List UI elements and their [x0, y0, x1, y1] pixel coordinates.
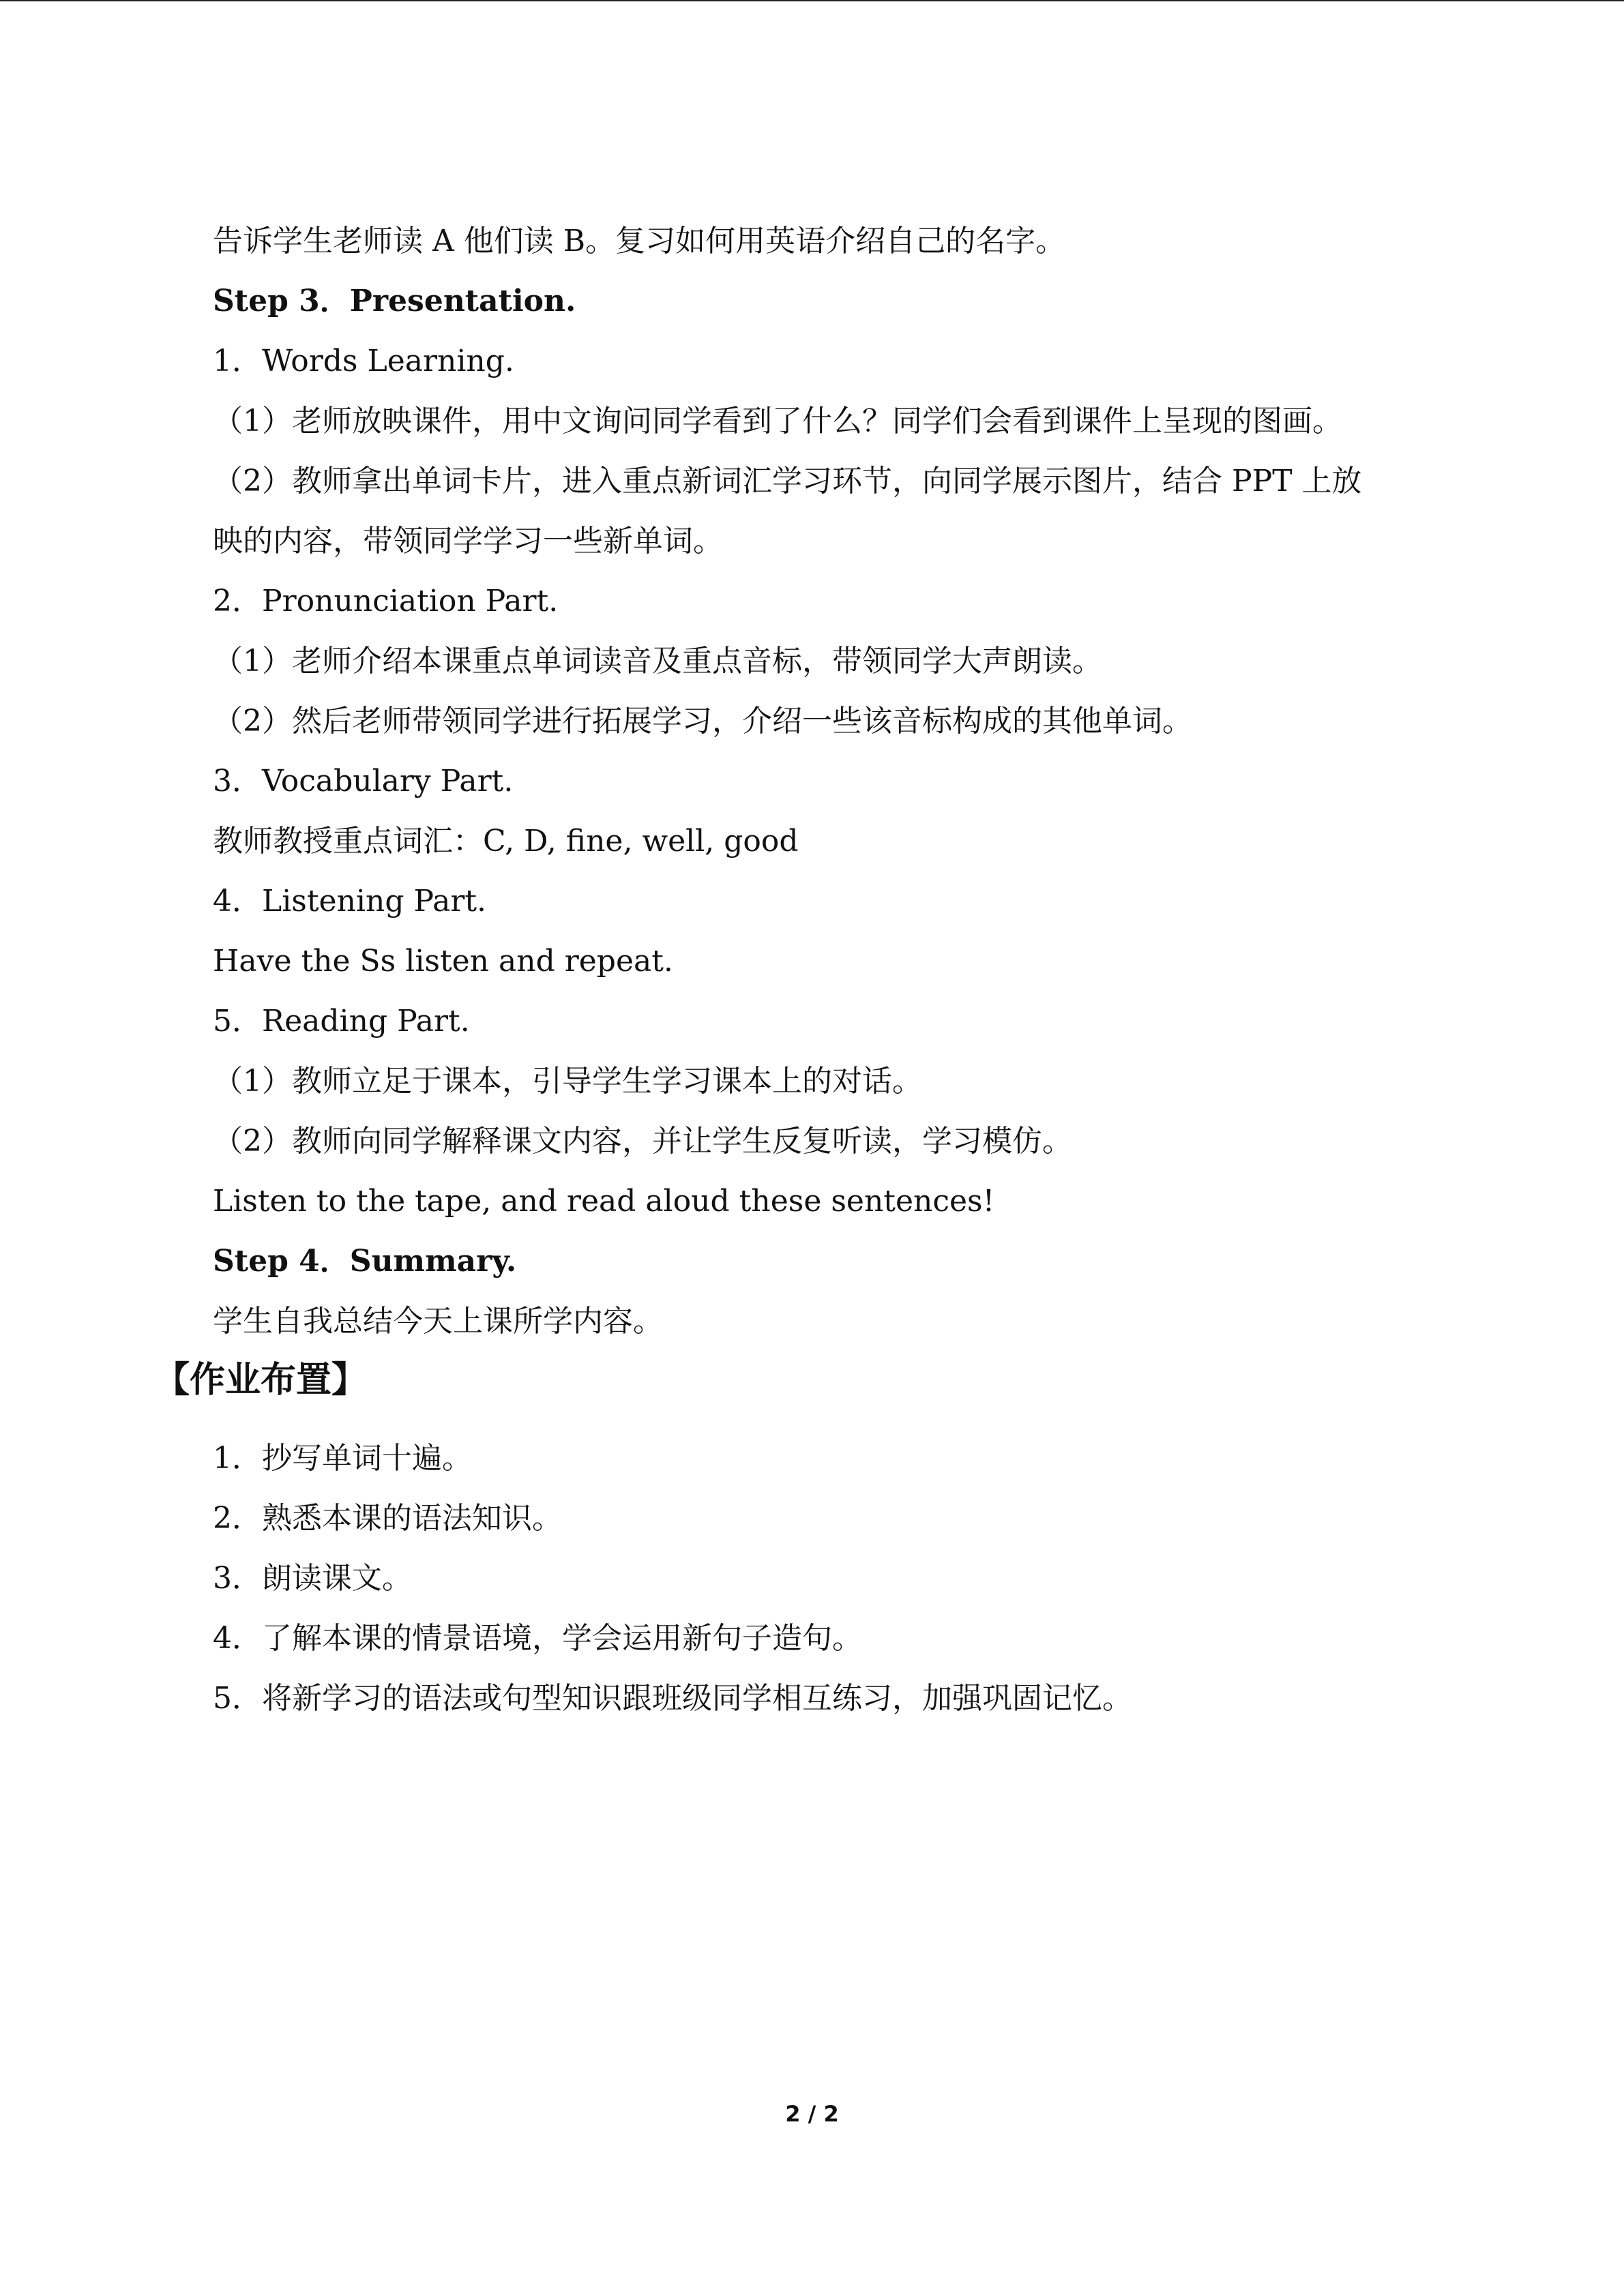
summary-text: 学生自我总结今天上课所学内容。: [213, 1304, 663, 1339]
lesson-content: [213, 211, 1481, 1352]
top-border-rule: [0, 0, 1624, 1]
words-learning-item-2-continued: 映的内容，带领同学学习一些新单词。: [213, 524, 723, 558]
homework-list: [213, 1429, 1481, 1729]
homework-heading: 【作业布置】: [154, 1360, 368, 1401]
homework-item-4: 4．了解本课的情景语境，学会运用新句子造句。: [213, 1621, 862, 1656]
reading-item-1: （1）教师立足于课本，引导学生学习课本上的对话。: [213, 1064, 922, 1099]
reading-item-2: （2）教师向同学解释课文内容，并让学生反复听读，学习模仿。: [213, 1124, 1072, 1159]
homework-item-3: 3．朗读课文。: [213, 1561, 412, 1596]
pronunciation-item-2: （2）然后老师带领同学进行拓展学习，介绍一些该音标构成的其他单词。: [213, 704, 1192, 739]
reading-heading: 5．Reading Part.: [213, 1004, 470, 1039]
step-3-heading: Step 3．Presentation.: [213, 284, 576, 318]
listening-heading: 4．Listening Part.: [213, 884, 487, 919]
homework-item-5: 5．将新学习的语法或句型知识跟班级同学相互练习，加强巩固记忆。: [213, 1681, 1132, 1716]
vocabulary-heading: 3．Vocabulary Part.: [213, 764, 514, 799]
listening-text: Have the Ss listen and repeat.: [213, 944, 673, 979]
homework-item-2: 2．熟悉本课的语法知识。: [213, 1501, 562, 1536]
step-4-heading: Step 4．Summary.: [213, 1244, 517, 1279]
pronunciation-heading: 2．Pronunciation Part.: [213, 584, 559, 618]
page-number: 2 / 2: [785, 2101, 839, 2127]
pronunciation-item-1: （1）老师介绍本课重点单词读音及重点音标，带领同学大声朗读。: [213, 644, 1102, 679]
homework-item-1: 1．抄写单词十遍。: [213, 1441, 472, 1476]
words-learning-item-2: （2）教师拿出单词卡片，进入重点新词汇学习环节，向同学展示图片，结合 PPT 上放: [213, 464, 1362, 498]
text-line-intro: 告诉学生老师读 A 他们读 B。复习如何用英语介绍自己的名字。: [213, 224, 1066, 258]
reading-instruction: Listen to the tape, and read aloud these sentences!: [213, 1184, 995, 1219]
vocabulary-text: 教师教授重点词汇：C, D, fine, well, good: [213, 824, 799, 859]
words-learning-item-1: （1）老师放映课件，用中文询问同学看到了什么？同学们会看到课件上呈现的图画。: [213, 404, 1342, 438]
words-learning-heading: 1．Words Learning.: [213, 344, 514, 378]
